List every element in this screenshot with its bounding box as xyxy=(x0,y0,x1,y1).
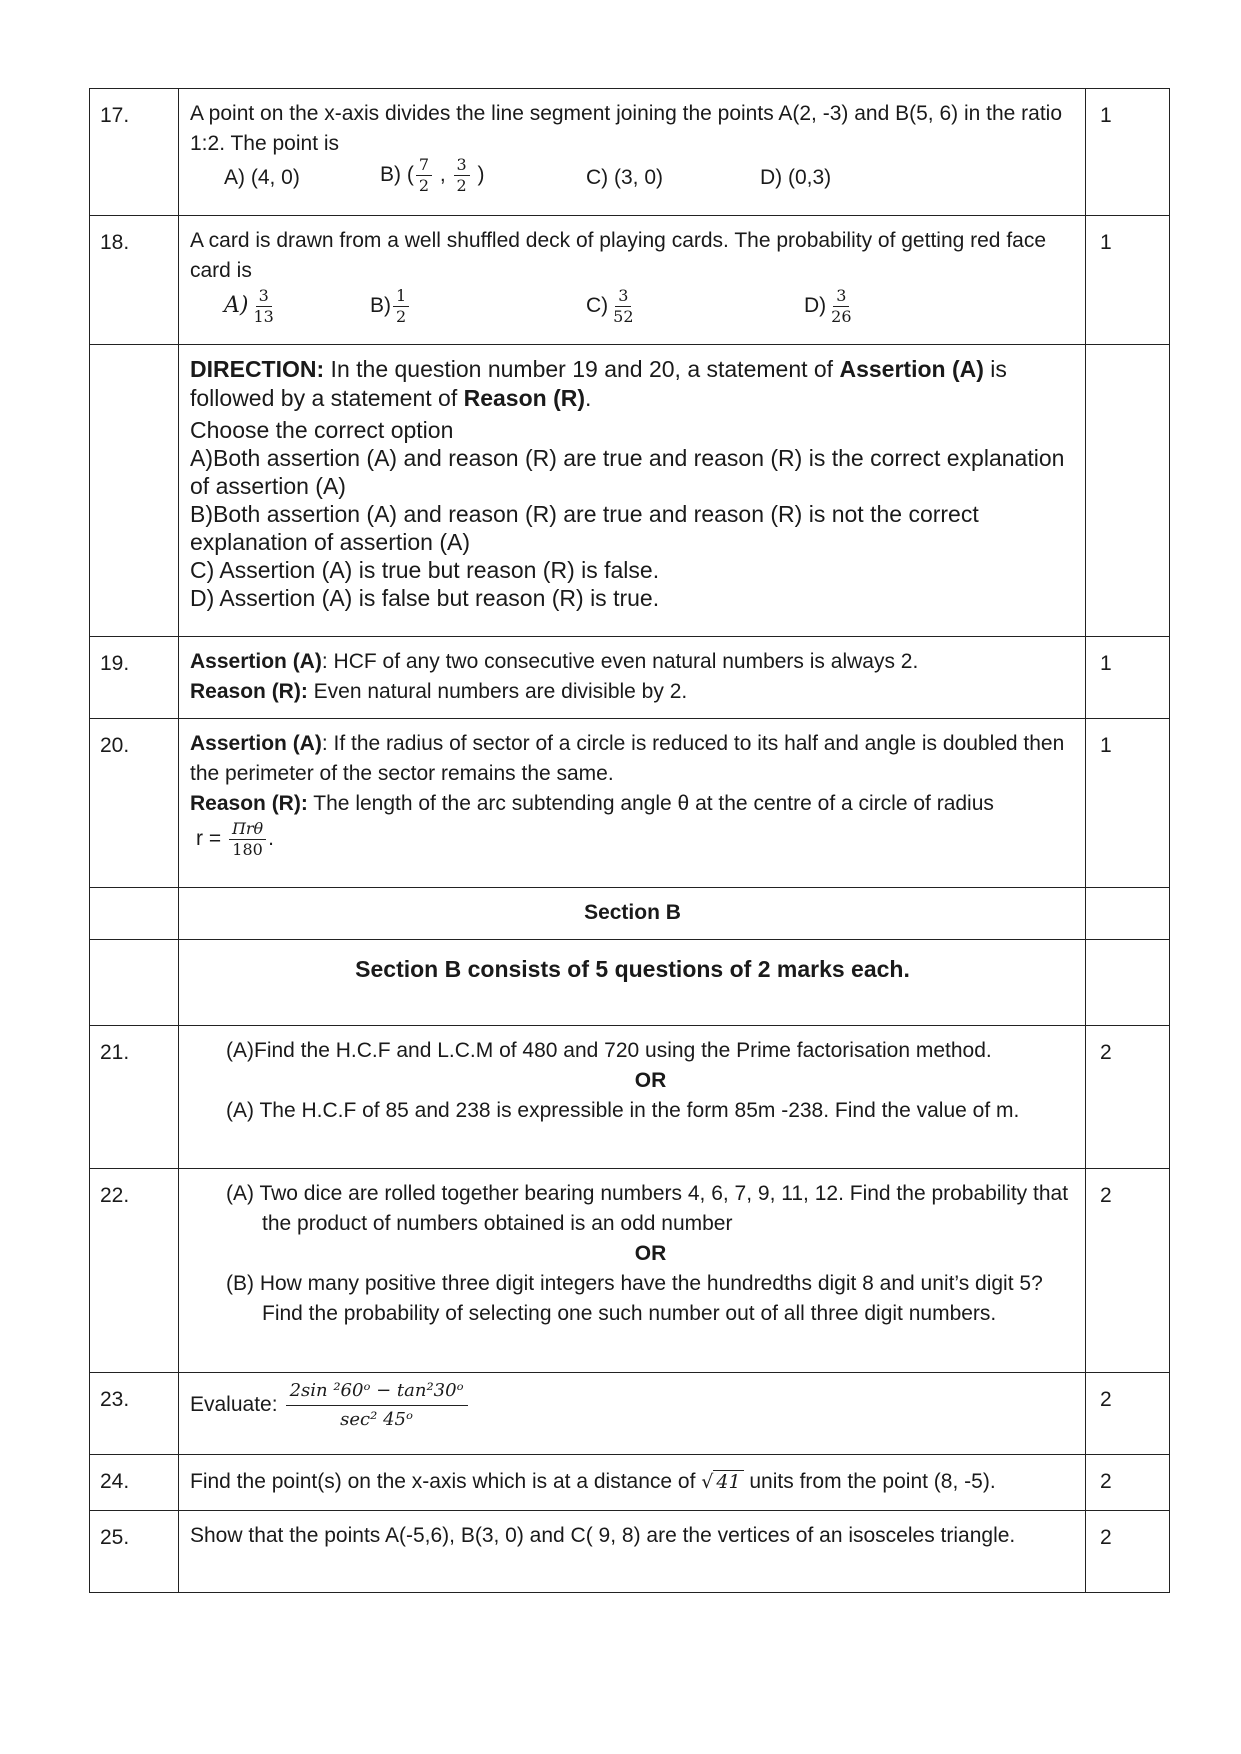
evaluate-label: Evaluate: xyxy=(190,1393,278,1417)
assertion-text: : If the radius of sector of a circle is reduced to its half and angle is doubled then the perimeter of the sector remains the same. xyxy=(190,732,1065,785)
numerator: 3 xyxy=(256,286,272,307)
options xyxy=(190,155,1075,205)
denominator: 180 xyxy=(232,840,263,859)
section-b-subtitle-row xyxy=(90,940,1170,1026)
direction-text: In the question number 19 and 20, a statement of xyxy=(324,356,840,382)
question-text: A point on the x-axis divides the line segment joining the points A(2, -3) and B(5, 6) in the ratio 1:2. The point is xyxy=(190,102,1063,155)
numerator: 3 xyxy=(615,286,631,307)
question-body xyxy=(179,1455,1086,1511)
direction-text: is followed by a statement of xyxy=(190,356,1007,411)
numerator: 7 xyxy=(416,155,432,176)
question-table xyxy=(89,88,1170,1593)
options xyxy=(190,286,1075,334)
direction-option-a: A)Both assertion (A) and reason (R) are true and reason (R) is the correct explanation of assertion (A) xyxy=(190,445,1065,499)
section-subtitle: Section B consists of 5 questions of 2 marks each. xyxy=(179,940,1086,1026)
question-body xyxy=(179,216,1086,345)
option-a: A) (4, 0) xyxy=(224,166,300,189)
question-number: 23. xyxy=(90,1373,179,1455)
fraction xyxy=(828,286,854,327)
option-label: D) xyxy=(804,294,827,318)
denominator: 2 xyxy=(456,176,467,195)
direction-option-b: B)Both assertion (A) and reason (R) are true and reason (R) is not the correct explanation of assertion (A) xyxy=(190,501,979,555)
fraction xyxy=(416,155,432,196)
option-b xyxy=(380,155,485,196)
numerator: 3 xyxy=(833,286,849,307)
question-body xyxy=(179,1026,1086,1169)
question-text: Show that the points A(-5,6), B(3, 0) and C( 9, 8) are the vertices of an isosceles triangle. xyxy=(190,1524,1016,1547)
assertion-text: : HCF of any two consecutive even natural numbers is always 2. xyxy=(321,650,919,673)
question-row-20 xyxy=(90,719,1170,888)
fraction xyxy=(610,286,636,327)
question-row-17 xyxy=(90,89,1170,216)
direction-text: . xyxy=(585,385,592,411)
reason-label: Reason (R): xyxy=(190,792,308,815)
question-text: A card is drawn from a well shuffled deck of playing cards. The probability of getting red face card is xyxy=(190,229,1047,282)
reason xyxy=(190,789,1075,819)
direction-intro xyxy=(190,355,1075,413)
separator: , xyxy=(434,163,452,187)
question-text: units from the point (8, -5). xyxy=(743,1470,996,1493)
fraction xyxy=(250,286,276,327)
question-number: 20. xyxy=(90,719,179,888)
direction-option-c: C) Assertion (A) is true but reason (R) is false. xyxy=(190,557,660,583)
fraction xyxy=(454,155,470,196)
question-body xyxy=(179,637,1086,719)
square-root xyxy=(701,1470,743,1493)
direction-body xyxy=(179,345,1086,637)
question-row-19 xyxy=(90,637,1170,719)
part-b: (A) The H.C.F of 85 and 238 is expressible in the form 85m -238. Find the value of m. xyxy=(226,1099,1020,1122)
option-a xyxy=(224,286,279,327)
marks: 2 xyxy=(1086,1026,1170,1169)
direction-option-d: D) Assertion (A) is false but reason (R) is true. xyxy=(190,585,660,611)
question-row-23 xyxy=(90,1373,1170,1455)
fraction xyxy=(286,1379,468,1432)
empty-cell xyxy=(1086,940,1170,1026)
question-row-25 xyxy=(90,1511,1170,1593)
option-label: C) xyxy=(586,294,609,318)
marks: 1 xyxy=(1086,216,1170,345)
part-a: (A)Find the H.C.F and L.C.M of 480 and 720 using the Prime factorisation method. xyxy=(226,1039,992,1062)
empty-cell xyxy=(90,888,179,940)
denominator: 13 xyxy=(253,307,274,326)
denominator: 2 xyxy=(418,176,430,195)
question-number: 21. xyxy=(90,1026,179,1169)
denominator: 2 xyxy=(396,307,407,326)
part-a: (A) Two dice are rolled together bearing numbers 4, 6, 7, 9, 11, 12. Find the probability that the product of numbers obtained is an odd number xyxy=(226,1182,1069,1235)
empty-cell xyxy=(1086,888,1170,940)
denominator: sec² 45ᵒ xyxy=(340,1409,413,1430)
reason xyxy=(190,677,1075,707)
assertion-label: Assertion (A) xyxy=(190,650,322,673)
or-separator: OR xyxy=(634,1069,667,1092)
empty-cell xyxy=(1086,345,1170,637)
denominator: 52 xyxy=(613,307,634,326)
formula-prefix: r = xyxy=(196,827,227,851)
marks: 1 xyxy=(1086,637,1170,719)
direction-row xyxy=(90,345,1170,637)
question-number: 25. xyxy=(90,1511,179,1593)
reason-text: Even natural numbers are divisible by 2. xyxy=(307,680,688,703)
formula xyxy=(190,819,1075,860)
denominator: 26 xyxy=(831,307,852,326)
direction-label: DIRECTION: xyxy=(190,356,325,382)
empty-cell xyxy=(90,940,179,1026)
marks: 1 xyxy=(1086,89,1170,216)
option-label: A) xyxy=(224,293,249,319)
fraction xyxy=(393,286,409,327)
question-body xyxy=(179,89,1086,216)
section-b-title-row xyxy=(90,888,1170,940)
question-text: Find the point(s) on the x-axis which is at a distance of xyxy=(190,1470,702,1493)
radicand: 41 xyxy=(713,1470,743,1493)
formula-suffix: . xyxy=(268,827,275,851)
or-separator: OR xyxy=(634,1242,667,1265)
section-title: Section B xyxy=(179,888,1086,940)
radical-sign: √ xyxy=(701,1471,714,1493)
option-label: B) xyxy=(370,294,391,318)
option-d: D) (0,3) xyxy=(760,166,832,189)
reason-label: Reason (R) xyxy=(463,385,586,411)
question-body xyxy=(179,1373,1086,1455)
empty-cell xyxy=(90,345,179,637)
reason-label: Reason (R): xyxy=(190,680,308,703)
question-row-24 xyxy=(90,1455,1170,1511)
numerator: 2sin ²60ᵒ − tan²30ᵒ xyxy=(286,1379,468,1406)
numerator: Πrθ xyxy=(229,819,266,840)
assertion xyxy=(190,647,1075,677)
option-c xyxy=(586,286,639,327)
assertion xyxy=(190,729,1075,789)
question-body xyxy=(179,1169,1086,1373)
question-number: 17. xyxy=(90,89,179,216)
marks: 1 xyxy=(1086,719,1170,888)
option-c: C) (3, 0) xyxy=(586,166,664,189)
marks: 2 xyxy=(1086,1373,1170,1455)
reason-text: The length of the arc subtending angle θ at the centre of a circle of radius xyxy=(307,792,994,815)
option-b xyxy=(370,286,411,327)
question-number: 22. xyxy=(90,1169,179,1373)
marks: 2 xyxy=(1086,1455,1170,1511)
option-b-prefix: B) ( xyxy=(380,163,414,187)
marks: 2 xyxy=(1086,1169,1170,1373)
fraction xyxy=(229,819,266,860)
part-b: (B) How many positive three digit integers have the hundredths digit 8 and unit’s digit 5? Find the probability of selecting one such number out of all three digit numbers. xyxy=(226,1272,1043,1325)
question-number: 19. xyxy=(90,637,179,719)
marks: 2 xyxy=(1086,1511,1170,1593)
direction-choose: Choose the correct option xyxy=(190,417,454,443)
question-number: 18. xyxy=(90,216,179,345)
assertion-label: Assertion (A) xyxy=(190,732,322,755)
option-b-suffix: ) xyxy=(471,163,485,187)
question-body xyxy=(179,1511,1086,1593)
assertion-label: Assertion (A) xyxy=(839,356,984,382)
option-d xyxy=(804,286,857,327)
question-row-22 xyxy=(90,1169,1170,1373)
question-number: 24. xyxy=(90,1455,179,1511)
question-row-18 xyxy=(90,216,1170,345)
question-row-21 xyxy=(90,1026,1170,1169)
numerator: 3 xyxy=(454,155,470,176)
numerator: 1 xyxy=(393,286,409,307)
question-body xyxy=(179,719,1086,888)
